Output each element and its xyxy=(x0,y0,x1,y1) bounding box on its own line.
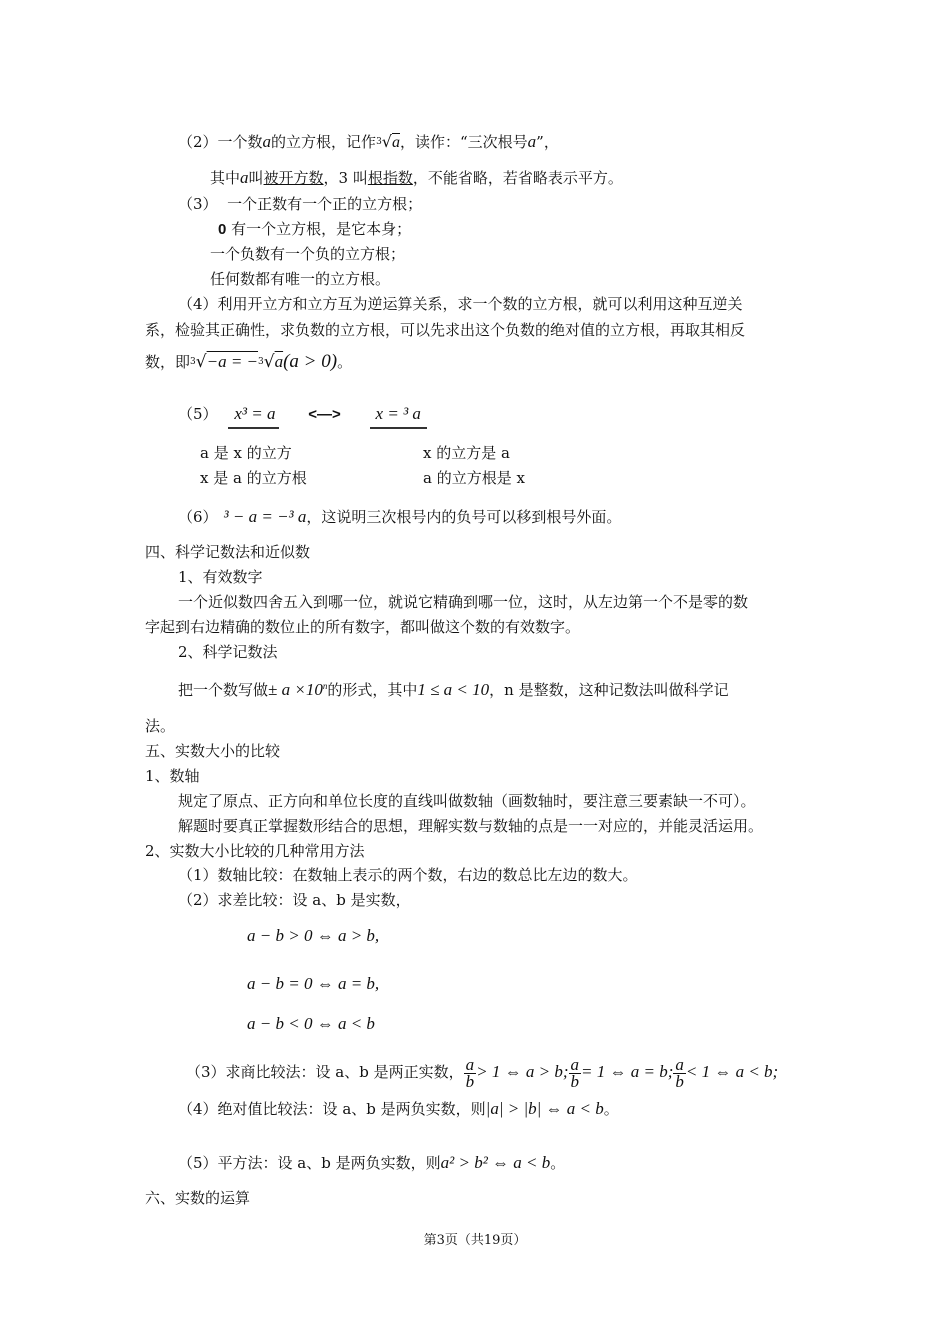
difference-equation-2: a − b = 0 ⇔ a = b, xyxy=(247,974,380,993)
method-difference: （2）求差比较：设 a、b 是实数， xyxy=(178,891,411,909)
radicand-index-line: 其中a叫被开方数，3 叫根指数，不能省略，若省略表示平方。 xyxy=(210,168,623,187)
significant-figures-text-1: 一个近似数四舍五入到哪一位，就说它精确到哪一位，这时，从左边第一个不是零的数 xyxy=(178,593,749,611)
inverse-operation-line-1: （4）利用开立方和立方互为逆运算关系，求一个数的立方根，就可以利用这种互逆关 xyxy=(178,295,743,313)
cube-root-definition-line: （2）一个数a的立方根，记作$^3$√a，读作：“三次根号a”， xyxy=(178,132,559,151)
inverse-operation-line-2: 系，检验其正确性，求负数的立方根，可以先求出这个负数的绝对值的立方根，再取其相反 xyxy=(145,321,746,339)
cube-equation: x³ = a xyxy=(228,404,279,429)
fraction-a-over-b: $\frac{a}{b}$ xyxy=(675,1054,684,1091)
number-line-heading: 1、数轴 xyxy=(145,767,200,785)
scientific-notation-heading: 2、科学记数法 xyxy=(178,643,278,661)
cube-root-properties-line-2: 0 有一个立方根，是它本身； xyxy=(218,220,412,238)
relation-row-1-col-2: x 的立方是 a xyxy=(423,444,510,462)
page-number-footer: 第3页（共19页） xyxy=(423,1233,527,1248)
cube-root-properties-line-3: 一个负数有一个负的立方根； xyxy=(210,245,406,263)
comparison-methods-heading: 2、实数大小比较的几种常用方法 xyxy=(145,842,365,860)
method-square: （5）平方法：设 a、b 是两负实数，则a² > b² ⇔ a < b。 xyxy=(178,1153,566,1172)
significant-figures-text-2: 字起到右边精确的数位止的所有数字，都叫做这个数的有效数字。 xyxy=(145,618,581,636)
method-number-line: （1）数轴比较：在数轴上表示的两个数，右边的数总比左边的数大。 xyxy=(178,866,638,884)
term-radicand: 被开方数 xyxy=(263,169,324,187)
fraction-a-over-b: $\frac{a}{b}$ xyxy=(465,1054,475,1091)
cube-root-equation: x = ³ a xyxy=(370,404,427,429)
inverse-operation-line-3: 数，即$^3$√−a = −$^3$√a(a > 0)。 xyxy=(145,351,353,372)
scientific-notation-text-end: 法。 xyxy=(145,717,176,735)
negative-sign-formula: ³ − a = −³ a xyxy=(223,507,307,526)
difference-equation-1: a − b > 0 ⇔ a > b, xyxy=(247,926,380,945)
equivalence-arrow: <—> xyxy=(308,406,341,423)
scientific-notation-text: 把一个数写做± $a \times 10^n$的形式，其中1 ≤ a < 10，n 是整数，这种记数法叫做科学记 xyxy=(178,680,729,699)
cube-root-properties-line-4: 任何数都有唯一的立方根。 xyxy=(210,270,391,288)
negative-sign-rule-line: （6） ³ − a = −³ a，这说明三次根号内的负号可以移到根号外面。 xyxy=(178,507,622,526)
relation-row-2-col-1: x 是 a 的立方根 xyxy=(200,469,307,487)
negative-cube-root-formula: −a = − xyxy=(206,352,259,371)
relation-row-1-col-1: a 是 x 的立方 xyxy=(200,444,292,462)
section-5-title: 五、实数大小的比较 xyxy=(145,742,281,760)
number-line-text-1: 规定了原点、正方向和单位长度的直线叫做数轴（画数轴时，要注意三要素缺一不可）。 xyxy=(178,792,756,810)
significant-figures-heading: 1、有效数字 xyxy=(178,568,263,586)
term-root-index: 根指数 xyxy=(367,169,413,187)
section-6-title: 六、实数的运算 xyxy=(145,1189,251,1207)
method-quotient: （3）求商比较法：设 a、b 是两正实数， $\frac{a}{b}$ > 1 ⇔ a > b; $\frac{a}{b}$ = 1 ⇔ a = b; $\frac{a}{b}$ < 1 ⇔ a < b; xyxy=(186,1054,779,1091)
number-line-text-2: 解题时要真正掌握数形结合的思想，理解实数与数轴的点是一一对应的，并能灵活运用。 xyxy=(178,817,764,835)
fraction-a-over-b: $\frac{a}{b}$ xyxy=(570,1054,579,1091)
cube-root-properties-line-1: （3） 一个正数有一个正的立方根； xyxy=(178,195,423,213)
relation-row-2-col-2: a 的立方根是 x xyxy=(423,469,525,487)
cube-relation-line: （5） x³ = a <—> x = ³ a xyxy=(178,404,427,429)
difference-equation-3: a − b < 0 ⇔ a < b xyxy=(247,1014,375,1033)
section-4-title: 四、科学记数法和近似数 xyxy=(145,543,311,561)
method-absolute-value: （4）绝对值比较法：设 a、b 是两负实数，则|a| > |b| ⇔ a < b。 xyxy=(178,1099,619,1118)
